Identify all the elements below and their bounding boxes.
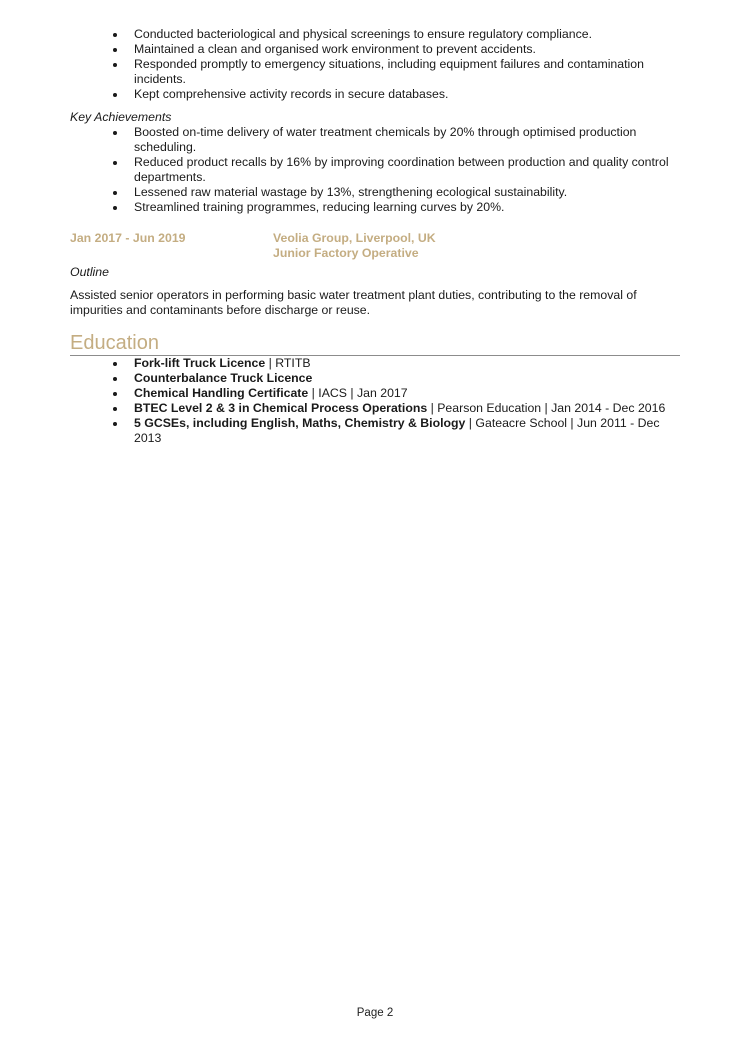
education-item-details: | Pearson Education | Jan 2014 - Dec 2016: [427, 401, 666, 415]
responsibility-item: Conducted bacteriological and physical screenings to ensure regulatory compliance.: [134, 27, 680, 42]
job-dates: Jan 2017 - Jun 2019: [70, 231, 186, 245]
resume-page: [70, 27, 680, 446]
education-item-details: | IACS | Jan 2017: [308, 386, 408, 400]
education-item: [134, 401, 680, 416]
outline-label: Outline: [70, 265, 109, 279]
key-achievements-list: [70, 125, 680, 215]
outline-text: Assisted senior operators in performing basic water treatment plant duties, contributing to the removal of impurities and contaminants before discharge or reuse.: [70, 288, 637, 317]
responsibilities-list: [70, 27, 680, 102]
job-company: Veolia Group, Liverpool, UK: [273, 231, 436, 245]
achievement-item: Streamlined training programmes, reducing learning curves by 20%.: [134, 200, 680, 215]
achievement-item: Lessened raw material wastage by 13%, strengthening ecological sustainability.: [134, 185, 680, 200]
job-meta: [273, 231, 436, 261]
achievement-item: Reduced product recalls by 16% by improving coordination between production and quality control departments.: [134, 155, 680, 185]
education-section-title: Education: [70, 331, 680, 356]
education-item: [134, 356, 680, 371]
achievement-item: Boosted on-time delivery of water treatment chemicals by 20% through optimised production scheduling.: [134, 125, 680, 155]
education-item: [134, 416, 680, 446]
education-item-name: 5 GCSEs, including English, Maths, Chemistry & Biology: [134, 416, 466, 430]
education-item-name: BTEC Level 2 & 3 in Chemical Process Operations: [134, 401, 428, 415]
education-item: [134, 371, 680, 386]
education-item-details: | Gateacre School | Jun 2011 - Dec 2013: [134, 416, 660, 445]
education-item-details: | RTITB: [265, 356, 311, 370]
key-achievements-label: Key Achievements: [70, 110, 172, 124]
education-item-name: Chemical Handling Certificate: [134, 386, 309, 400]
education-item-name: Fork-lift Truck Licence: [134, 356, 266, 370]
responsibility-item: Responded promptly to emergency situations, including equipment failures and contamination incidents.: [134, 57, 680, 87]
education-item-name: Counterbalance Truck Licence: [134, 371, 313, 385]
education-list: [70, 356, 680, 446]
education-item: [134, 386, 680, 401]
job-header: [70, 231, 680, 261]
page-number: Page 2: [356, 1007, 394, 1019]
responsibility-item: Kept comprehensive activity records in secure databases.: [134, 87, 680, 102]
responsibility-item: Maintained a clean and organised work environment to prevent accidents.: [134, 42, 680, 57]
job-title: Junior Factory Operative: [273, 246, 419, 260]
